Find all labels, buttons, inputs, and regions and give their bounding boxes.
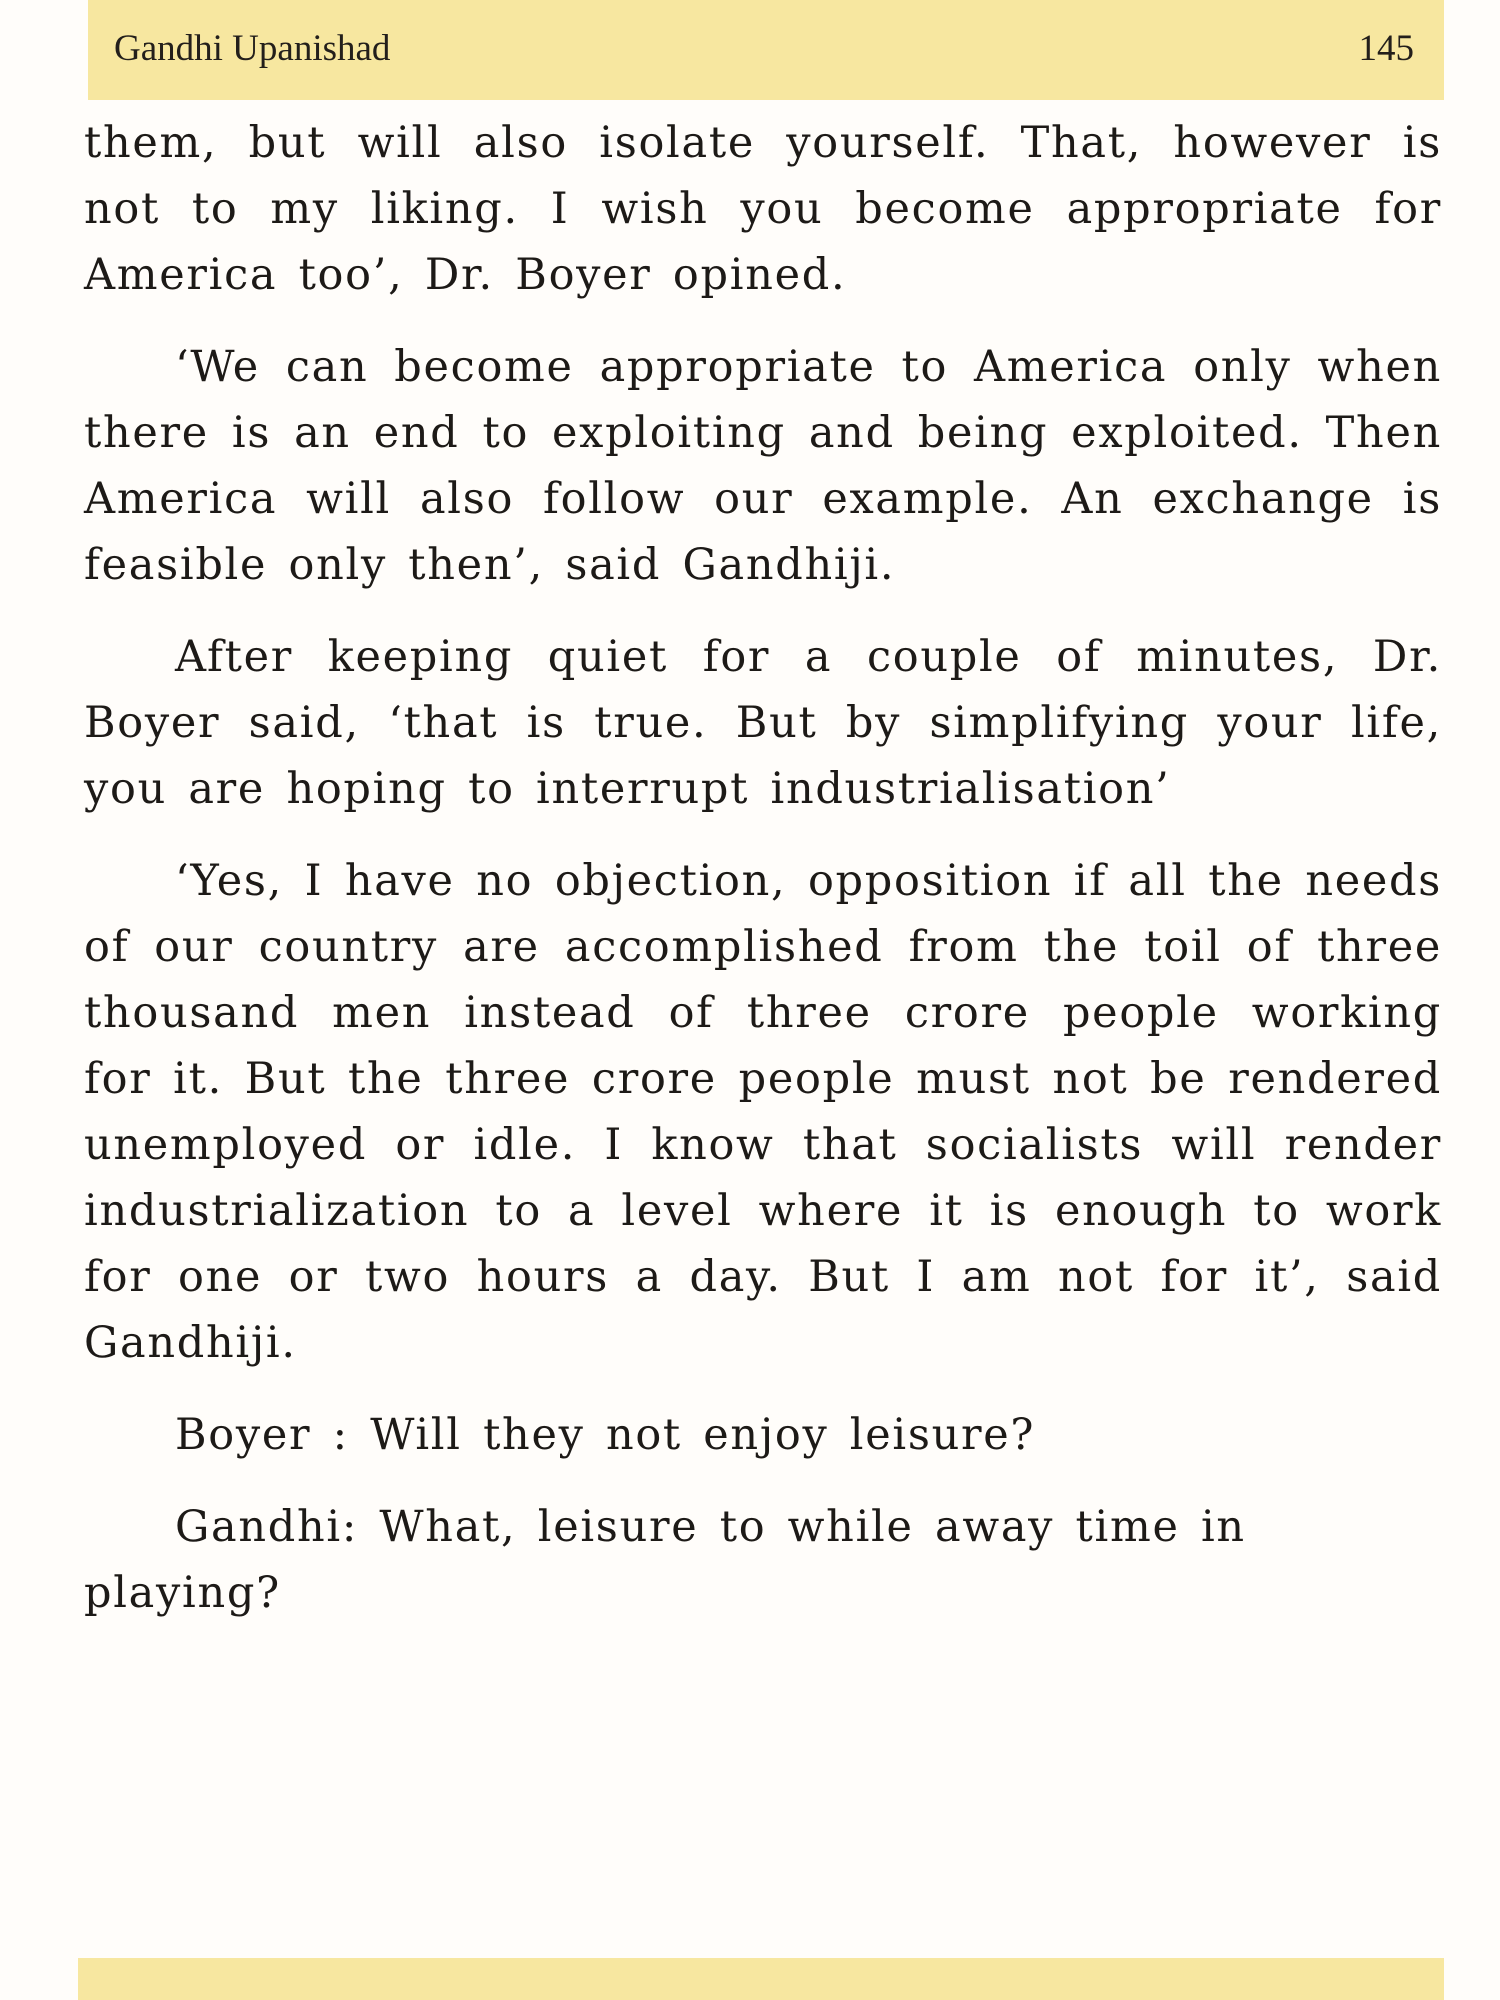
paragraph-continued: them, but will also isolate yourself. That, however is not to my liking. I wish you become appropriate for America too’, Dr. Boyer opined. [84,118,1442,300]
paragraph-gandhi-reply: ‘We can become appropriate to America only when there is an end to exploiting and being exploited. Then America will also follow our example. An exchange is feasible only then’, said Gandhiji. [84,342,1442,590]
running-header [88,0,1444,100]
footer-band [78,1958,1444,2000]
paragraph-boyer-line: Boyer : Will they not enjoy leisure? [175,1410,1036,1460]
paragraph-boyer-question: After keeping quiet for a couple of minutes, Dr. Boyer said, ‘that is true. But by simplifying your life, you are hoping to interrupt industrialisation’ [84,632,1442,814]
page-body [84,110,1442,1652]
paragraph-gandhi-answer: ‘Yes, I have no objection, opposition if all the needs of our country are accomplished from the toil of three thousand men instead of three crore people working for it. But the three crore people must not be rendered unemployed or idle. I know that socialists will render industrialization to a level where it is enough to work for one or two hours a day. But I am not for it’, said Gandhiji. [84,856,1442,1368]
book-title: Gandhi Upanishad [114,27,391,69]
page-number: 145 [1358,27,1414,69]
paragraph-gandhi-line: Gandhi: What, leisure to while away time in playing? [84,1502,1246,1618]
